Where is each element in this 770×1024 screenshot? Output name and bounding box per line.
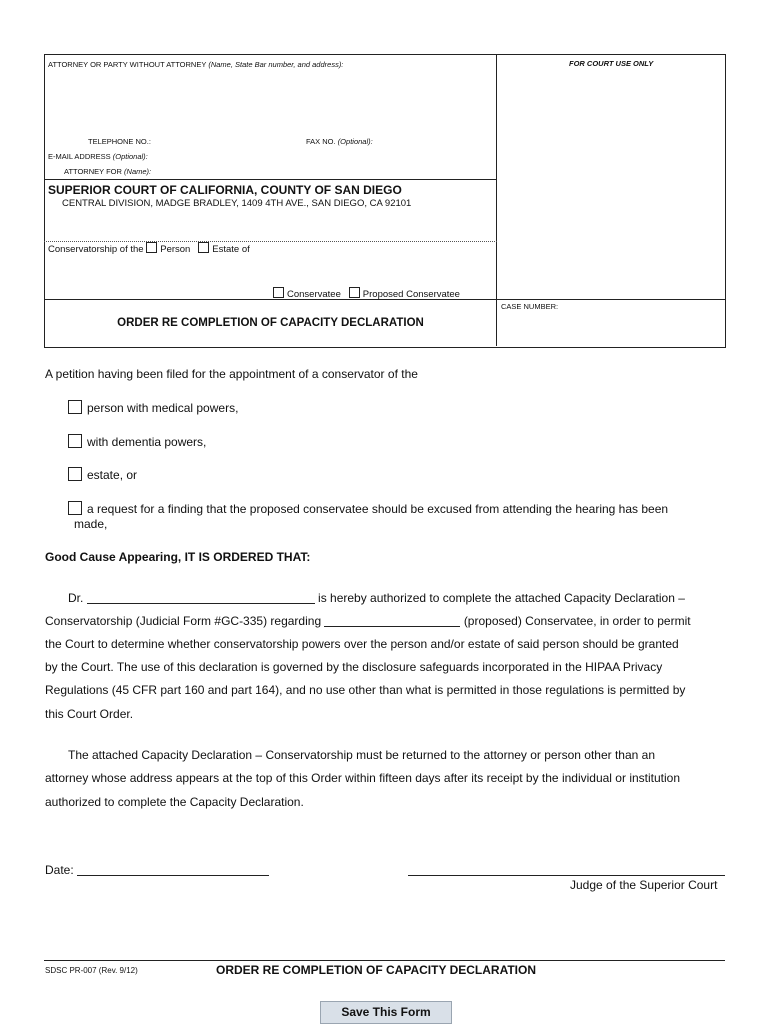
proposed-conservatee-label: Proposed Conservatee — [362, 289, 460, 300]
petition-intro: A petition having been filed for the appointment of a conservator of the — [45, 367, 418, 381]
option-estate: estate, or — [68, 467, 137, 482]
person-option-label: Person — [160, 244, 191, 255]
para1-line4: by the Court. The use of this declaration is governed by the disclosure safeguards incorporated in the HIPAA Privacy — [45, 660, 663, 674]
save-form-button[interactable]: Save This Form — [320, 1001, 452, 1024]
para2-line3: authorized to complete the Capacity Declaration. — [45, 795, 304, 809]
estate-option-label: Estate of — [212, 244, 250, 255]
dementia-checkbox[interactable] — [68, 434, 82, 448]
case-number-label: CASE NUMBER: — [501, 302, 559, 311]
date-field[interactable] — [77, 863, 269, 876]
email-label: E-MAIL ADDRESS (Optional): — [48, 152, 148, 161]
option-dementia: with dementia powers, — [68, 434, 206, 449]
court-use-label: FOR COURT USE ONLY — [569, 59, 654, 68]
estate-powers-checkbox[interactable] — [68, 467, 82, 481]
estate-checkbox[interactable] — [198, 242, 209, 253]
court-name: SUPERIOR COURT OF CALIFORNIA, COUNTY OF SAN DIEGO — [48, 183, 402, 197]
attorney-label: ATTORNEY OR PARTY WITHOUT ATTORNEY (Name, State Bar number, and address): — [48, 60, 344, 69]
option-excuse: a request for a finding that the proposed conservatee should be excused from attending the hearing has been — [68, 501, 668, 516]
para1-line2: Conservatorship (Judicial Form #GC-335) regarding (proposed) Conservatee, in order to permit — [45, 614, 691, 628]
date-label: Date: — [45, 863, 74, 877]
para1-line1: Dr. is hereby authorized to complete the attached Capacity Declaration – — [68, 591, 685, 605]
medical-checkbox[interactable] — [68, 400, 82, 414]
conservatee-name-field[interactable] — [324, 614, 460, 627]
good-cause-heading: Good Cause Appearing, IT IS ORDERED THAT: — [45, 550, 311, 564]
telephone-label: TELEPHONE NO.: — [88, 137, 151, 146]
proposed-conservatee-checkbox[interactable] — [349, 287, 360, 298]
court-address: CENTRAL DIVISION, MADGE BRADLEY, 1409 4TH AVE., SAN DIEGO, CA 92101 — [62, 198, 412, 209]
form-title: ORDER RE COMPLETION OF CAPACITY DECLARATION — [117, 317, 424, 329]
excuse-checkbox[interactable] — [68, 501, 82, 515]
para1-line3: the Court to determine whether conservatorship powers over the person and/or estate of said person should be granted — [45, 637, 679, 651]
conservatorship-of-label: Conservatorship of the — [48, 244, 144, 255]
judge-signature-line — [408, 875, 725, 876]
conservatee-checkbox[interactable] — [273, 287, 284, 298]
para2-line2: attorney whose address appears at the top of this Order within fifteen days after its receipt by the individual or institution — [45, 771, 681, 785]
option-medical: person with medical powers, — [68, 400, 238, 415]
footer-title: ORDER RE COMPLETION OF CAPACITY DECLARATION — [216, 963, 537, 977]
conservatorship-row — [48, 242, 250, 255]
person-checkbox[interactable] — [146, 242, 157, 253]
conservatee-label: Conservatee — [287, 289, 341, 300]
para1-line5: Regulations (45 CFR part 160 and part 164), and no use other than what is permitted in those regulations is permitted by — [45, 683, 686, 697]
footer-rule — [44, 960, 725, 961]
doctor-name-field[interactable] — [87, 591, 315, 604]
caption-divider — [496, 54, 497, 346]
attorney-for-label: ATTORNEY FOR (Name): — [64, 167, 152, 176]
conservatee-row — [273, 287, 460, 300]
case-number-line — [496, 299, 725, 300]
fax-label: FAX NO. (Optional): — [306, 137, 373, 146]
form-id: SDSC PR-007 (Rev. 9/12) — [45, 966, 138, 975]
court-name-line — [44, 179, 497, 180]
date-row — [45, 863, 269, 877]
para1-line6: this Court Order. — [45, 707, 134, 721]
option-excuse-cont: made, — [74, 517, 108, 531]
para2-line1: The attached Capacity Declaration – Conservatorship must be returned to the attorney or person other than an — [68, 748, 656, 762]
judge-label: Judge of the Superior Court — [570, 878, 718, 892]
